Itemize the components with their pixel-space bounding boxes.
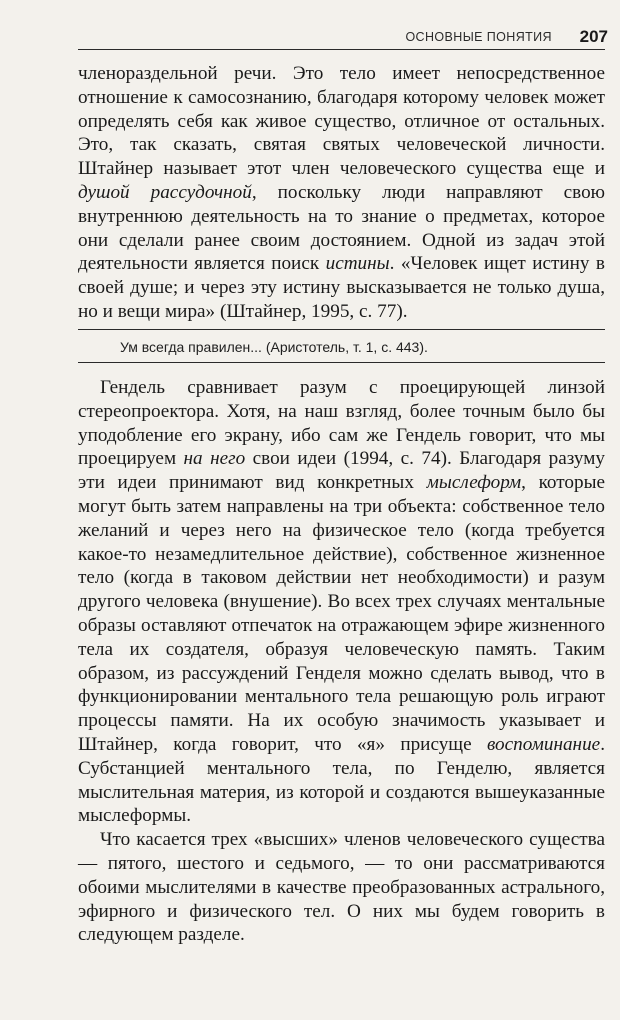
running-head: ОСНОВНЫЕ ПОНЯТИЯ: [405, 30, 552, 44]
quote-text: Ум всегда правилен... (Аристотель, т. 1, с. 443).: [120, 339, 428, 355]
paragraph-1-italic-2: истины: [325, 253, 390, 275]
paragraph-2-italic-1: на него: [183, 448, 246, 470]
quote-box: [78, 329, 605, 363]
paragraph-1-part-3: . «Человек ищет истину в своей душе; и через эту истину высказывается не только душа, но и вещи мира» (Штайнер, 1995, с. 77).: [78, 253, 605, 322]
paragraph-1-part-1: членораздельной речи. Это тело имеет непосредственное отношение к самосознанию, благодаря которому человек может определять себя как живое существо, отличное от остальных. Это, так сказать, святая святых человеческой личности. Штайнер называет этот член человеческого существа еще и: [78, 63, 605, 180]
header-rule: [78, 49, 605, 50]
paragraph-2-italic-3: воспоминание: [486, 733, 601, 755]
paragraph-1-italic-1: душой рассудочной: [78, 181, 252, 203]
paragraph-2-part-1: Гендель сравнивает разум с проецирующей линзой стереопроектора. Хотя, на наш взгляд, более точным было бы уподобление его экрану, ибо сам же Гендель говорит, что мы проецируем: [78, 377, 605, 470]
paragraph-2-part-3: , которые могут быть затем направлены на три объекта: собственное тело желаний и через него на физическое тело (когда требуется какое-то незамедлительное действие), собственное жизненное тело (когда в таковом действии нет необходимости) и разум другого человека (внушение). Во всех трех случаях ментальные образы оставляют отпечаток на отражающем эфире жизненного тела их создателя, образуя человеческую память. Таким образом, из рассуждений Генделя можно сделать вывод, что в функционировании ментального тела решающую роль играют процессы памяти. На их особую значимость указывает и Штайнер, когда говорит, что «я» присуще: [78, 472, 605, 755]
paragraph-1: [78, 62, 605, 324]
paragraph-1-part-2: , поскольку люди направляют свою внутреннюю деятельность на то знание о предметах, которое они сделали ранее своим достоянием. Одной из задач этой деятельности является поиск: [78, 181, 606, 275]
paragraph-2: [78, 376, 605, 828]
paragraph-2-part-4: . Субстанцией ментального тела, по Генделю, является мыслительная материя, из которой и создаются вышеуказанные мыслеформы.: [78, 733, 605, 827]
paragraph-2-3-block: [78, 376, 605, 947]
paragraph-2-italic-2: мыслеформ: [426, 472, 522, 494]
paragraph-2-part-2: свои идеи (1994, с. 74). Благодаря разуму эти идеи принимают вид конкретных: [78, 448, 605, 494]
paragraph-3: Что касается трех «высших» членов человеческого существа — пятого, шестого и седьмого, — то они рассматриваются обоими мыслителями в качестве преобразованных астрального, эфирного и физического тел. О них мы будем говорить в следующем разделе.: [78, 829, 605, 946]
paragraph-1-text: [78, 62, 605, 324]
page-number: 207: [579, 27, 608, 46]
